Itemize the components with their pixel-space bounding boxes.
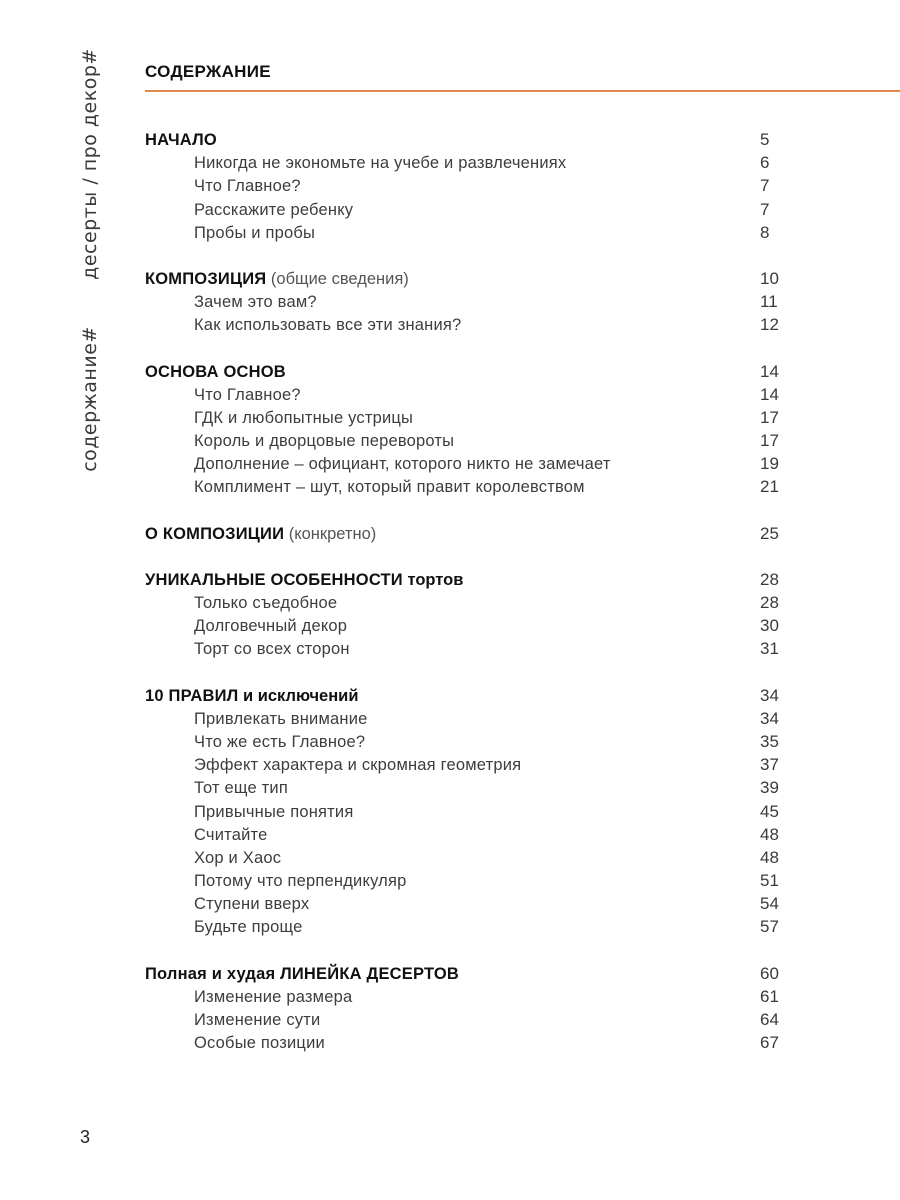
toc-heading-label	[145, 963, 459, 986]
toc-item-row[interactable]	[145, 198, 790, 221]
toc-page-number: 12	[760, 315, 779, 335]
toc-page-number: 17	[760, 407, 779, 427]
toc-heading-label	[145, 268, 409, 291]
toc-section	[145, 568, 790, 661]
toc-item-row[interactable]	[145, 429, 790, 452]
toc-item-row[interactable]	[145, 452, 790, 475]
toc-item-label: Ступени вверх	[194, 895, 310, 914]
toc-page-number: 31	[760, 639, 779, 659]
toc-item-row[interactable]	[145, 915, 790, 938]
toc-item-row[interactable]	[145, 1008, 790, 1031]
toc-item-row[interactable]	[145, 869, 790, 892]
toc-page-number: 25	[760, 523, 779, 543]
toc-page-number: 10	[760, 268, 779, 288]
toc-page-number: 45	[760, 801, 779, 821]
toc-section	[145, 522, 790, 545]
toc-item-row[interactable]	[145, 846, 790, 869]
toc-heading-main: 10 ПРАВИЛ	[145, 686, 239, 705]
toc-item-row[interactable]	[145, 707, 790, 730]
toc-item-label: Изменение сути	[194, 1011, 321, 1029]
toc-page-number: 48	[760, 847, 779, 867]
toc-page-number: 34	[760, 685, 779, 705]
toc-page-number: 17	[760, 431, 779, 451]
toc-item-row[interactable]	[145, 383, 790, 406]
toc-page-number: 7	[760, 176, 770, 196]
toc-item-row[interactable]	[145, 475, 790, 498]
page-header	[145, 60, 900, 92]
toc-section	[145, 267, 790, 337]
toc-item-row[interactable]	[145, 637, 790, 660]
toc-section	[145, 684, 790, 939]
toc-item-row[interactable]	[145, 1031, 790, 1054]
toc-page-number: 19	[760, 454, 779, 474]
toc-heading-row[interactable]	[145, 522, 790, 545]
toc-item-label: Только съедобное	[194, 594, 338, 612]
toc-page-number: 28	[760, 569, 779, 589]
toc-page-number: 8	[760, 222, 770, 242]
toc-heading-row[interactable]	[145, 684, 790, 707]
toc-heading-main: КОМПОЗИЦИЯ	[145, 269, 267, 288]
toc-page-number: 57	[760, 917, 779, 937]
toc-item-row[interactable]	[145, 892, 790, 915]
toc-item-row[interactable]	[145, 730, 790, 753]
toc-page-number: 7	[760, 199, 770, 219]
toc-section	[145, 360, 790, 499]
toc-heading-subtitle: (конкретно)	[284, 524, 377, 543]
toc-heading-row[interactable]	[145, 568, 790, 591]
toc-page-number: 37	[760, 755, 779, 775]
page-title: СОДЕРЖАНИЕ	[145, 62, 271, 81]
toc-heading-main: ОСНОВА ОСНОВ	[145, 362, 286, 381]
toc-page-number: 34	[760, 708, 779, 728]
toc-item-label: Долговечный декор	[194, 617, 348, 636]
toc-page-number: 61	[760, 986, 779, 1006]
toc-page-number: 6	[760, 153, 770, 173]
toc-item-label: Хор и Хаос	[194, 848, 282, 867]
toc-item-row[interactable]	[145, 290, 790, 313]
toc-item-row[interactable]	[145, 800, 790, 823]
table-of-contents	[145, 128, 790, 1077]
toc-item-label: Пробы и пробы	[194, 223, 316, 242]
toc-item-label: Никогда не экономьте на учебе и развлечениях	[194, 154, 567, 173]
toc-heading-subtitle: (общие сведения)	[266, 269, 409, 288]
toc-item-row[interactable]	[145, 151, 790, 174]
toc-item-label: Изменение размера	[194, 987, 353, 1006]
toc-heading-main: НАЧАЛО	[145, 131, 217, 149]
toc-heading-row[interactable]	[145, 128, 790, 151]
toc-item-label: Комплимент – шут, который правит королевством	[194, 478, 585, 497]
toc-page-number: 67	[760, 1033, 779, 1053]
toc-item-label: Потому что перпендикуляр	[194, 872, 407, 891]
side-running-title: десерты / про декор#	[79, 48, 101, 280]
toc-section	[145, 962, 790, 1055]
header-divider	[145, 90, 900, 92]
toc-heading-label	[145, 685, 358, 708]
toc-page-number: 39	[760, 778, 779, 798]
toc-item-row[interactable]	[145, 221, 790, 244]
toc-heading-subtitle: тортов	[402, 570, 464, 589]
toc-page-number: 30	[760, 616, 779, 636]
toc-page-number: 48	[760, 824, 779, 844]
toc-heading-row[interactable]	[145, 962, 790, 985]
toc-page-number: 5	[760, 130, 770, 149]
toc-heading-subtitle: и исключений	[238, 686, 359, 705]
toc-section	[145, 128, 790, 244]
toc-item-row[interactable]	[145, 753, 790, 776]
toc-page-number: 54	[760, 894, 779, 914]
toc-item-label: Особые позиции	[194, 1034, 325, 1053]
page-number: 3	[80, 1127, 91, 1147]
toc-heading-label	[145, 523, 376, 546]
toc-item-label: Расскажите ребенку	[194, 200, 354, 219]
toc-item-label: Привлекать внимание	[194, 709, 368, 728]
side-section-label: содержание#	[79, 326, 101, 472]
toc-page-number: 14	[760, 361, 779, 381]
toc-page-number: 28	[760, 593, 779, 612]
toc-item-row[interactable]	[145, 406, 790, 429]
toc-page-number: 11	[760, 292, 778, 312]
toc-item-label: ГДК и любопытные устрицы	[194, 408, 414, 427]
toc-heading-row[interactable]	[145, 267, 790, 290]
toc-heading-label	[145, 129, 217, 152]
toc-heading-label	[145, 361, 286, 384]
toc-item-row[interactable]	[145, 614, 790, 637]
toc-item-label: Дополнение – официант, которого никто не замечает	[194, 455, 611, 474]
toc-item-label: Что Главное?	[194, 177, 301, 196]
toc-page-number: 35	[760, 731, 779, 751]
toc-item-label: Будьте проще	[194, 918, 303, 937]
toc-item-label: Считайте	[194, 825, 268, 844]
toc-page-number: 51	[760, 871, 779, 891]
toc-item-row[interactable]	[145, 823, 790, 846]
toc-heading-row[interactable]	[145, 360, 790, 383]
toc-item-row[interactable]	[145, 174, 790, 197]
toc-item-row[interactable]	[145, 591, 790, 614]
toc-item-label: Торт со всех сторон	[194, 640, 350, 659]
toc-item-label: Король и дворцовые перевороты	[194, 432, 455, 451]
toc-item-label: Эффект характера и скромная геометрия	[194, 756, 522, 775]
toc-item-label: Как использовать все эти знания?	[194, 316, 462, 335]
toc-page-number: 60	[760, 963, 779, 983]
toc-heading-main: О КОМПОЗИЦИИ	[145, 524, 285, 543]
toc-item-row[interactable]	[145, 985, 790, 1008]
toc-item-label: Тот еще тип	[194, 779, 288, 798]
toc-page-number: 21	[760, 477, 779, 497]
toc-heading-label	[145, 569, 463, 592]
toc-heading-main: УНИКАЛЬНЫЕ ОСОБЕННОСТИ	[145, 570, 403, 589]
toc-item-label: Зачем это вам?	[194, 293, 317, 312]
toc-heading-main: Полная и худая ЛИНЕЙКА ДЕСЕРТОВ	[145, 964, 459, 983]
toc-item-row[interactable]	[145, 313, 790, 336]
toc-page-number: 14	[760, 384, 779, 404]
toc-item-label: Привычные понятия	[194, 802, 354, 821]
toc-item-row[interactable]	[145, 776, 790, 799]
toc-item-label: Что же есть Главное?	[194, 732, 366, 751]
toc-item-label: Что Главное?	[194, 385, 301, 404]
toc-page-number: 64	[760, 1010, 779, 1029]
